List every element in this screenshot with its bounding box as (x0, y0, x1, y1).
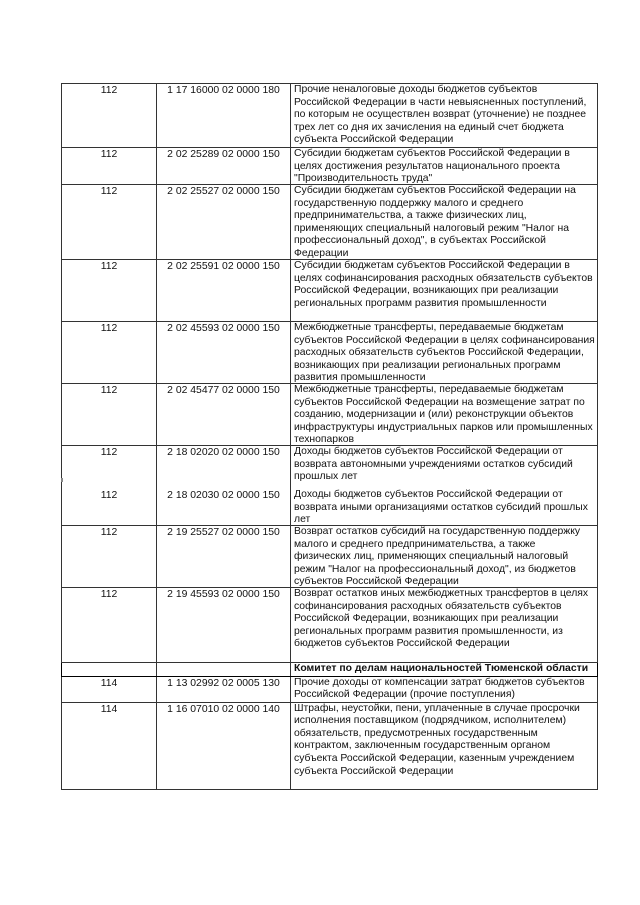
income-name-cell (291, 446, 598, 490)
admin-code-cell: 112 (62, 489, 157, 526)
admin-code-cell: 114 (62, 702, 157, 789)
budget-code-cell: 1 13 02992 02 0005 130 (157, 676, 291, 702)
admin-code-cell: 112 (62, 384, 157, 446)
income-name-cell (291, 84, 598, 148)
table-row (62, 148, 598, 185)
income-name-text: Субсидии бюджетам субъектов Российской Федерации в целях достижения результатов национального проекта "Производительность труда" (294, 148, 570, 184)
table-row (62, 84, 598, 148)
budget-code-cell: 2 02 45593 02 0000 150 (157, 322, 291, 384)
admin-code-cell (62, 663, 157, 677)
budget-code-cell: 2 18 02030 02 0000 150 (157, 489, 291, 526)
budget-code-cell: 1 17 16000 02 0000 180 (157, 84, 291, 148)
income-name-cell (291, 676, 598, 702)
table-row (62, 588, 598, 663)
income-codes-table (61, 83, 598, 790)
income-name-text: Возврат остатков иных межбюджетных трансфертов в целях софинансирования расходных обязательств субъектов Российской Федерации, возникающих при реализации региональных программ развития промышленности, из бюджетов субъектов Российской Федерации (294, 588, 589, 650)
table-row (62, 384, 598, 446)
budget-code-cell: 2 02 25527 02 0000 150 (157, 185, 291, 260)
admin-code-cell: 112 (62, 588, 157, 663)
admin-code-cell: 112 (62, 84, 157, 148)
income-name-text: Прочие неналоговые доходы бюджетов субъектов Российской Федерации в части невыясненных поступлений, по которым не осуществлен возврат (уточнение) не позднее трех лет со дня их зачисления на единый счет бюджета субъекта Российской Федерации (294, 84, 587, 146)
table-row (62, 185, 598, 260)
income-name-text: Субсидии бюджетам субъектов Российской Федерации на государственную поддержку малого и среднего предпринимательства, а также физических лиц, применяющих специальный налоговый режим "Налог на профессиональный доход", в субъектах Российской Федерации (294, 185, 576, 259)
table-row (62, 676, 598, 702)
income-name-text: Субсидии бюджетам субъектов Российской Федерации в целях софинансирования расходных обязательств субъектов Российской Федерации, возникающих при реализации региональных программ развития промышленности (294, 260, 593, 309)
admin-code-cell: 112 (62, 322, 157, 384)
table-row (62, 322, 598, 384)
table-row (62, 489, 598, 526)
admin-code-cell: 112 (62, 260, 157, 322)
income-name-text: Возврат остатков субсидий на государственную поддержку малого и среднего предпринимательства, а также физических лиц, применяющих специальный налоговый режим "Налог на профессиональный доход", из бюджетов субъектов Российской Федерации (294, 526, 581, 587)
budget-code-cell (157, 663, 291, 677)
income-name-text: Штрафы, неустойки, пени, уплаченные в случае просрочки исполнения поставщиком (подрядчиком, исполнителем) обязательств, предусмотренных государственным контрактом, заключенным государственным органом субъекта Российской Федерации, казенным учреждением субъекта Российской Федерации (294, 702, 580, 777)
income-name-cell (291, 526, 598, 588)
budget-code-cell: 2 18 02020 02 0000 150 (157, 446, 291, 490)
income-name-text: Межбюджетные трансферты, передаваемые бюджетам субъектов Российской Федерации на возмещение затрат по созданию, модернизации и (или) реконструкции объектов инфраструктуры индустриальных парков или промышленных технопарков (294, 384, 593, 445)
budget-code-cell: 2 19 45593 02 0000 150 (157, 588, 291, 663)
income-name-cell (291, 260, 598, 322)
budget-code-cell: 1 16 07010 02 0000 140 (157, 702, 291, 789)
budget-code-cell: 2 02 25591 02 0000 150 (157, 260, 291, 322)
admin-code-cell: 112 (62, 185, 157, 260)
ministry-name: Комитет по делам национальностей Тюменской области (291, 663, 598, 677)
income-name-cell (291, 489, 598, 526)
income-name-cell (291, 185, 598, 260)
income-name-cell (291, 148, 598, 185)
budget-code-cell: 2 19 25527 02 0000 150 (157, 526, 291, 588)
income-name-cell (291, 702, 598, 789)
table-row (62, 260, 598, 322)
table-row (62, 526, 598, 588)
ministry-header-row (62, 663, 598, 677)
income-name-text: Прочие доходы от компенсации затрат бюджетов субъектов Российской Федерации (прочие поступления) (294, 676, 585, 701)
admin-code-cell: 112 (62, 446, 157, 490)
table-row (62, 702, 598, 789)
scan-mark (61, 478, 63, 482)
admin-code-cell: 112 (62, 148, 157, 185)
admin-code-cell: 114 (62, 676, 157, 702)
admin-code-cell: 112 (62, 526, 157, 588)
income-name-text: Межбюджетные трансферты, передаваемые бюджетам субъектов Российской Федерации в целях софинансирования расходных обязательств субъектов Российской Федерации, возникающих при реализации региональных программ развития промышленности (294, 322, 595, 383)
income-name-cell (291, 322, 598, 384)
table-row (62, 446, 598, 490)
income-name-cell (291, 384, 598, 446)
budget-code-cell: 2 02 45477 02 0000 150 (157, 384, 291, 446)
income-name-cell (291, 588, 598, 663)
budget-code-cell: 2 02 25289 02 0000 150 (157, 148, 291, 185)
income-name-text: Доходы бюджетов субъектов Российской Федерации от возврата иными организациями остатков субсидий прошлых лет (294, 489, 588, 525)
income-name-text: Доходы бюджетов субъектов Российской Федерации от возврата автономными учреждениями остатков субсидий прошлых лет (294, 446, 573, 482)
